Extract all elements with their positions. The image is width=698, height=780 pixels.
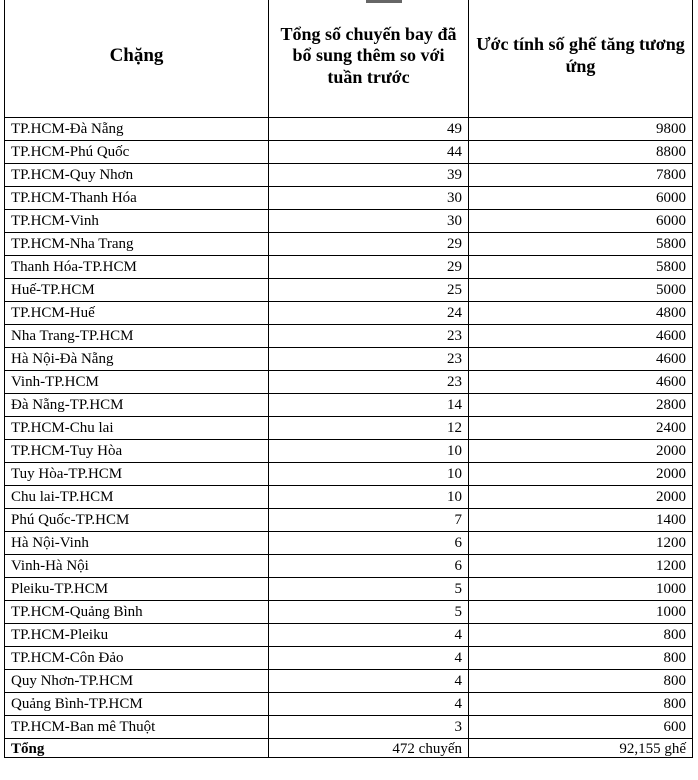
flights-cell: 7 — [269, 509, 469, 532]
table-row — [5, 486, 693, 509]
table-row — [5, 187, 693, 210]
route-cell: Phú Quốc-TP.HCM — [5, 509, 269, 532]
seats-cell: 1400 — [469, 509, 693, 532]
seats-cell: 800 — [469, 670, 693, 693]
route-cell: Pleiku-TP.HCM — [5, 578, 269, 601]
route-cell: TP.HCM-Quảng Bình — [5, 601, 269, 624]
seats-cell: 2400 — [469, 417, 693, 440]
table-row — [5, 440, 693, 463]
flights-cell: 44 — [269, 141, 469, 164]
flights-table — [4, 0, 693, 758]
header-route: Chặng — [5, 0, 269, 118]
route-cell: Quy Nhơn-TP.HCM — [5, 670, 269, 693]
flights-cell: 4 — [269, 670, 469, 693]
route-cell: TP.HCM-Thanh Hóa — [5, 187, 269, 210]
flights-cell: 6 — [269, 532, 469, 555]
route-cell: Chu lai-TP.HCM — [5, 486, 269, 509]
table-row — [5, 509, 693, 532]
route-cell: TP.HCM-Tuy Hòa — [5, 440, 269, 463]
table-row — [5, 256, 693, 279]
route-cell: TP.HCM-Quy Nhơn — [5, 164, 269, 187]
table-row — [5, 233, 693, 256]
seats-cell: 2000 — [469, 463, 693, 486]
flights-cell: 5 — [269, 578, 469, 601]
seats-cell: 1000 — [469, 578, 693, 601]
route-cell: Huế-TP.HCM — [5, 279, 269, 302]
flights-cell: 10 — [269, 440, 469, 463]
route-cell: TP.HCM-Vinh — [5, 210, 269, 233]
table-row — [5, 578, 693, 601]
flights-cell: 12 — [269, 417, 469, 440]
route-cell: TP.HCM-Huế — [5, 302, 269, 325]
flights-cell: 24 — [269, 302, 469, 325]
route-cell: Hà Nội-Đà Nẵng — [5, 348, 269, 371]
table-row — [5, 417, 693, 440]
seats-cell: 5800 — [469, 233, 693, 256]
route-cell: Quảng Bình-TP.HCM — [5, 693, 269, 716]
flights-cell: 39 — [269, 164, 469, 187]
route-cell: TP.HCM-Phú Quốc — [5, 141, 269, 164]
flights-cell: 6 — [269, 555, 469, 578]
table-row — [5, 210, 693, 233]
flights-cell: 29 — [269, 233, 469, 256]
header-seats: Ước tính số ghế tăng tương ứng — [469, 0, 693, 118]
table-row — [5, 716, 693, 739]
flights-cell: 4 — [269, 624, 469, 647]
route-cell: TP.HCM-Nha Trang — [5, 233, 269, 256]
route-cell: Thanh Hóa-TP.HCM — [5, 256, 269, 279]
route-cell: Vinh-TP.HCM — [5, 371, 269, 394]
seats-cell: 9800 — [469, 118, 693, 141]
route-cell: TP.HCM-Đà Nẵng — [5, 118, 269, 141]
route-cell: Đà Nẵng-TP.HCM — [5, 394, 269, 417]
flights-cell: 30 — [269, 210, 469, 233]
seats-cell: 2800 — [469, 394, 693, 417]
total-seats: 92,155 ghế — [469, 739, 693, 758]
table-footer — [5, 739, 693, 758]
route-cell: Hà Nội-Vinh — [5, 532, 269, 555]
route-cell: TP.HCM-Côn Đảo — [5, 647, 269, 670]
table-row — [5, 693, 693, 716]
total-flights: 472 chuyến — [269, 739, 469, 758]
table-row — [5, 555, 693, 578]
flights-cell: 10 — [269, 486, 469, 509]
flights-cell: 4 — [269, 693, 469, 716]
table-row — [5, 302, 693, 325]
table-row — [5, 463, 693, 486]
table-row — [5, 647, 693, 670]
flights-cell: 14 — [269, 394, 469, 417]
seats-cell: 800 — [469, 624, 693, 647]
route-cell: Nha Trang-TP.HCM — [5, 325, 269, 348]
seats-cell: 800 — [469, 693, 693, 716]
seats-cell: 4600 — [469, 325, 693, 348]
table-row — [5, 141, 693, 164]
seats-cell: 2000 — [469, 486, 693, 509]
flights-cell: 23 — [269, 348, 469, 371]
table-row — [5, 394, 693, 417]
flights-cell: 25 — [269, 279, 469, 302]
table-row — [5, 325, 693, 348]
flights-cell: 23 — [269, 371, 469, 394]
flights-cell: 23 — [269, 325, 469, 348]
flights-cell: 5 — [269, 601, 469, 624]
flights-cell: 30 — [269, 187, 469, 210]
table-row — [5, 601, 693, 624]
flights-cell: 4 — [269, 647, 469, 670]
table-row — [5, 279, 693, 302]
seats-cell: 6000 — [469, 210, 693, 233]
seats-cell: 2000 — [469, 440, 693, 463]
seats-cell: 6000 — [469, 187, 693, 210]
route-cell: TP.HCM-Chu lai — [5, 417, 269, 440]
table-row — [5, 371, 693, 394]
table-row — [5, 348, 693, 371]
seats-cell: 1000 — [469, 601, 693, 624]
seats-cell: 5000 — [469, 279, 693, 302]
seats-cell: 4800 — [469, 302, 693, 325]
flights-cell: 10 — [269, 463, 469, 486]
seats-cell: 4600 — [469, 348, 693, 371]
total-row — [5, 739, 693, 758]
seats-cell: 800 — [469, 647, 693, 670]
table-row — [5, 164, 693, 187]
seats-cell: 8800 — [469, 141, 693, 164]
table-row — [5, 624, 693, 647]
table-row — [5, 670, 693, 693]
header-flights: Tổng số chuyến bay đã bổ sung thêm so với tuần trước — [269, 0, 469, 118]
seats-cell: 7800 — [469, 164, 693, 187]
total-label: Tổng — [5, 739, 269, 758]
seats-cell: 1200 — [469, 532, 693, 555]
seats-cell: 600 — [469, 716, 693, 739]
route-cell: TP.HCM-Pleiku — [5, 624, 269, 647]
seats-cell: 5800 — [469, 256, 693, 279]
flights-cell: 3 — [269, 716, 469, 739]
table-row — [5, 532, 693, 555]
flights-cell: 49 — [269, 118, 469, 141]
seats-cell: 1200 — [469, 555, 693, 578]
table-body — [5, 118, 693, 739]
seats-cell: 4600 — [469, 371, 693, 394]
route-cell: Tuy Hòa-TP.HCM — [5, 463, 269, 486]
table-row — [5, 118, 693, 141]
flights-cell: 29 — [269, 256, 469, 279]
route-cell: Vinh-Hà Nội — [5, 555, 269, 578]
route-cell: TP.HCM-Ban mê Thuột — [5, 716, 269, 739]
table-header — [5, 0, 693, 118]
